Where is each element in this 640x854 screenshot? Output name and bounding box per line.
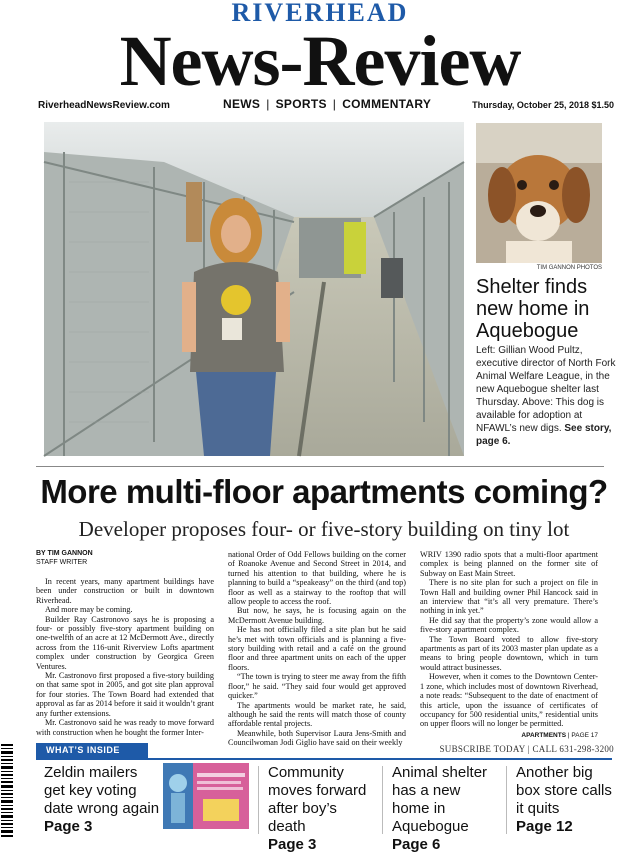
teaser-text: Zeldin mailers get key voting date wrong again xyxy=(44,764,160,817)
teaser-text: Another big box store calls it quits xyxy=(516,764,612,817)
paragraph: There is no site plan for such a project on file in Town Hall and building owner Phil Hancock said in an interview that “it’s all very premature. There’s nothing in ink yet.” xyxy=(420,578,598,616)
website-link[interactable]: RiverheadNewsReview.com xyxy=(38,100,170,111)
teaser-page: Page 3 xyxy=(44,818,93,835)
dog-photo[interactable] xyxy=(476,123,602,263)
whats-inside-tab: WHAT’S INSIDE xyxy=(36,743,148,758)
paragraph: In recent years, many apartment buildings have been under construction or built in downtown Riverhead. xyxy=(36,577,214,605)
paragraph: Builder Ray Castronovo says he is proposing a four- or possibly five-story apartment building on one-twelfth of an acre at 12 McDermott Ave., directly across from the 116-unit Riverview Lofts apartment complex under construction by Georgica Green Ventures. xyxy=(36,614,214,671)
teaser-community[interactable] xyxy=(268,764,378,854)
nav-commentary[interactable]: COMMENTARY xyxy=(342,97,432,111)
dog-image xyxy=(476,123,602,263)
story-column-2 xyxy=(228,550,406,748)
paragraph: He has not officially filed a site plan but he said he’s met with town officials and is planning a five-story building with retail and a café on the ground floor and three apartment units on each of the upper floors. xyxy=(228,625,406,672)
teaser-big-box[interactable] xyxy=(516,764,616,836)
paragraph: And more may be coming. xyxy=(45,605,133,615)
paragraph: Meanwhile, both Supervisor Laura Jens-Smith and Councilwoman Jodi Giglio have said on their weekly xyxy=(228,728,406,748)
paragraph: But now, he says, he is focusing again on the McDermott Avenue building. xyxy=(228,606,406,625)
barcode-icon xyxy=(0,742,18,840)
teaser-page: Page 6 xyxy=(392,836,441,853)
caption-see-story-link[interactable]: See story, page 6. xyxy=(476,423,612,447)
shelter-caption xyxy=(476,344,616,448)
paragraph: The apartments would be market rate, he said, although he said the rents will match those of county affordable rental projects. xyxy=(228,700,406,729)
byline-role: STAFF WRITER xyxy=(36,559,88,566)
teaser-divider xyxy=(506,766,507,834)
paragraph: Mr. Castronovo first proposed a five-story building on that same spot in 2005, and got site plan approval for four stories. The Town Board had extended that approval as far as 2014 before it said it wouldn’t grant any further extensions. xyxy=(36,671,214,718)
masthead-kicker: RIVERHEAD xyxy=(231,0,409,27)
paragraph: Mr. Castronovo said he was ready to move forward with construction when he bought the former Inter- xyxy=(36,718,214,737)
teaser-zeldin[interactable] xyxy=(44,764,162,836)
jump-page: PAGE 17 xyxy=(571,731,598,739)
shelter-headline[interactable]: Shelter finds new home in Aquebogue xyxy=(476,276,590,342)
masthead-title[interactable]: News-Review xyxy=(119,21,521,101)
teaser-animal-shelter[interactable] xyxy=(392,764,502,854)
subscribe-line[interactable]: SUBSCRIBE TODAY | CALL 631-298-3200 xyxy=(439,744,614,754)
jump-label: APARTMENTS xyxy=(521,731,567,739)
teaser-divider xyxy=(382,766,383,834)
teaser-text: Animal shelter has a new home in Aquebogue xyxy=(392,764,488,835)
story-column-1 xyxy=(36,577,214,737)
nav-sports[interactable]: SPORTS xyxy=(275,97,327,111)
lead-headline[interactable]: More multi-floor apartments coming? xyxy=(40,473,608,510)
lead-subhead: Developer proposes four- or five-story building on tiny lot xyxy=(78,517,570,541)
teaser-page: Page 3 xyxy=(268,836,317,853)
issue-date-price: Thursday, October 25, 2018 $1.50 xyxy=(472,100,614,110)
teaser-text: Community moves forward after boy’s death xyxy=(268,764,367,835)
byline xyxy=(36,549,93,567)
kennel-corridor-image xyxy=(44,122,464,456)
info-bar xyxy=(38,96,614,114)
mailer-image xyxy=(163,763,249,829)
caption-text: Left: Gillian Wood Pultz, executive director of North Fork Animal Welfare League, in the new Aquebogue shelter last Thursday. Above: This dog is available for adoption at NFAWL’s new digs. xyxy=(476,345,616,434)
story-column-3 xyxy=(420,550,598,740)
inside-rule xyxy=(36,758,612,760)
nav-news[interactable]: NEWS xyxy=(223,97,261,111)
section-nav: NEWS | SPORTS | COMMENTARY xyxy=(223,97,432,111)
main-photo[interactable] xyxy=(44,122,464,456)
paragraph: “The town is trying to steer me away from the fifth floor,” he said. “They said four would get approved quicker.” xyxy=(228,672,406,701)
teaser-divider xyxy=(258,766,259,834)
paragraph: WRIV 1390 radio spots that a multi-floor apartment complex is being planned on the former site of Subway on East Main Street. xyxy=(420,550,598,578)
byline-name: BY TIM GANNON xyxy=(36,550,93,557)
paragraph: national Order of Odd Fellows building on the corner of Roanoke Avenue and Second Street in 2014, and turned his attention to that building, where he is planning to build a “speakeasy” on the third (and top) floor as well as a stairway to the rooftop that will allow people to access the roof. xyxy=(228,550,406,607)
story-jump[interactable]: APARTMENTS | PAGE 17 xyxy=(521,731,598,739)
teaser-page: Page 12 xyxy=(516,818,573,835)
paragraph: The Town Board voted to allow five-story apartments as part of its 2003 master plan update as a means to bring people downtown, which in turn would attract businesses. xyxy=(420,634,598,672)
photo-credit: TIM GANNON PHOTOS xyxy=(536,265,602,271)
section-divider xyxy=(36,466,604,467)
teaser-mailer-thumbnail[interactable] xyxy=(163,763,249,829)
paragraph: However, when it comes to the Downtown Center-1 zone, which includes most of downtown Riverhead, a note reads: “Subsequent to the date of enactment of this article, upon the issuance of certificates of occupancy for 500 residential units,” residential units on upper floors will no longer be permitted. xyxy=(420,672,598,729)
paragraph: He did say that the property’s zone would allow a five-story apartment complex. xyxy=(420,615,598,635)
